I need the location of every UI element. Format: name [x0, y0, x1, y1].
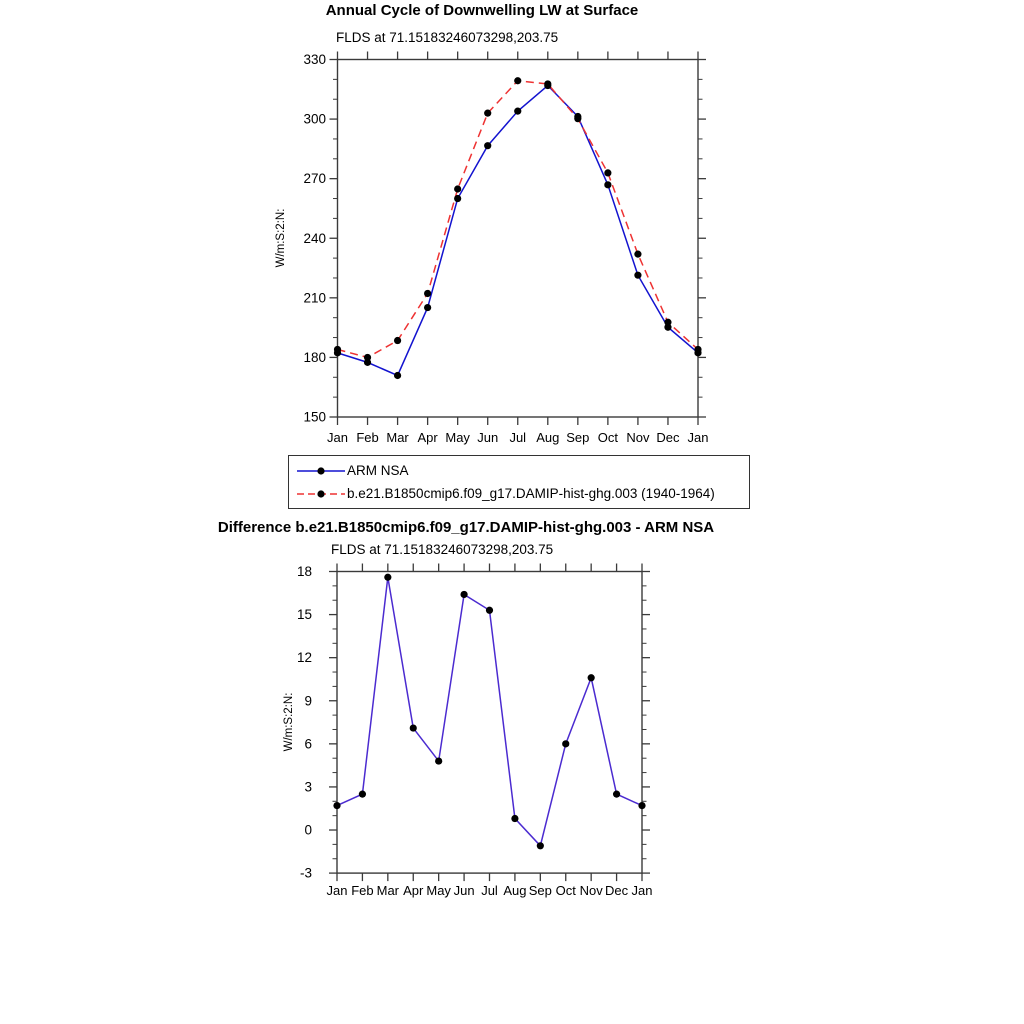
- y-tick-label: 270: [303, 171, 326, 187]
- y-tick-label: 300: [303, 111, 326, 127]
- legend-line-sample-solid-blue: [295, 463, 347, 479]
- data-point-marker: [384, 574, 391, 581]
- x-tick-label: Jan: [327, 430, 348, 445]
- y-tick-label: 6: [304, 736, 312, 752]
- legend-line-sample-dashed-red: [295, 486, 347, 502]
- chart1-y-axis-label: W/m:S:2:N:: [275, 208, 287, 268]
- x-tick-label: Feb: [356, 430, 379, 445]
- data-point-marker: [588, 674, 595, 681]
- y-tick-label: 240: [303, 230, 326, 246]
- x-tick-label: Apr: [403, 883, 424, 898]
- x-tick-label: Oct: [597, 430, 618, 445]
- data-point-marker: [460, 591, 467, 598]
- data-point-marker: [613, 791, 620, 798]
- y-tick-label: 18: [296, 564, 312, 579]
- y-tick-label: 0: [304, 822, 312, 838]
- data-point-marker: [514, 77, 521, 84]
- x-tick-label: Mar: [376, 883, 400, 898]
- x-tick-label: Sep: [566, 430, 590, 445]
- x-tick-label: Aug: [536, 430, 560, 445]
- x-tick-label: Nov: [579, 883, 603, 898]
- y-tick-label: 180: [303, 349, 326, 365]
- x-tick-label: Dec: [605, 883, 629, 898]
- x-tick-label: Mar: [386, 430, 409, 445]
- data-point-marker: [634, 251, 641, 258]
- data-point-marker: [664, 319, 671, 326]
- legend: [288, 455, 750, 509]
- x-tick-label: Jan: [326, 883, 348, 898]
- data-point-marker: [333, 802, 340, 809]
- data-point-marker: [454, 185, 461, 192]
- data-point-marker: [694, 346, 701, 353]
- data-point-marker: [364, 354, 371, 361]
- data-point-marker: [604, 169, 611, 176]
- x-tick-label: Sep: [528, 883, 552, 898]
- data-point-marker: [435, 757, 442, 764]
- x-tick-label: Aug: [503, 883, 527, 898]
- legend-row-arm-nsa: [295, 459, 749, 482]
- data-point-marker: [359, 791, 366, 798]
- x-tick-label: Apr: [417, 430, 438, 445]
- chart2-subtitle: FLDS at 71.15183246073298,203.75: [331, 542, 554, 557]
- data-point-marker: [638, 802, 645, 809]
- legend-label-arm-nsa: ARM NSA: [347, 463, 409, 478]
- x-tick-label: May: [445, 430, 470, 445]
- legend-label-model: b.e21.B1850cmip6.f09_g17.DAMIP-hist-ghg.003 (1940-1964): [347, 486, 715, 501]
- x-tick-label: Feb: [351, 883, 374, 898]
- data-point-marker: [424, 290, 431, 297]
- data-point-marker: [484, 110, 491, 117]
- x-tick-label: Nov: [626, 430, 650, 445]
- x-tick-label: May: [426, 883, 451, 898]
- series-line-arm-nsa: [338, 86, 699, 376]
- y-tick-label: 12: [296, 650, 312, 666]
- data-point-marker: [484, 142, 491, 149]
- data-point-marker: [334, 346, 341, 353]
- x-tick-label: Jun: [453, 883, 475, 898]
- data-point-marker: [604, 181, 611, 188]
- x-tick-label: Dec: [656, 430, 680, 445]
- y-tick-label: 210: [303, 290, 326, 306]
- x-tick-label: Jun: [477, 430, 499, 445]
- data-point-marker: [562, 740, 569, 747]
- y-tick-label: -3: [299, 865, 312, 881]
- data-point-marker: [410, 724, 417, 731]
- series-line-difference: [337, 577, 642, 846]
- x-tick-label: Jul: [509, 430, 527, 445]
- x-tick-label: Jul: [481, 883, 498, 898]
- chart1-title: Annual Cycle of Downwelling LW at Surface: [325, 2, 639, 19]
- data-point-marker: [511, 815, 518, 822]
- chart1-subtitle: FLDS at 71.15183246073298,203.75: [336, 30, 559, 45]
- data-point-marker: [424, 304, 431, 311]
- y-tick-label: 3: [304, 779, 312, 795]
- legend-row-model: [295, 482, 749, 505]
- data-point-marker: [544, 80, 551, 87]
- y-tick-label: 330: [303, 52, 326, 67]
- data-point-marker: [394, 337, 401, 344]
- data-point-marker: [394, 372, 401, 379]
- y-tick-label: 150: [303, 409, 326, 425]
- x-tick-label: Jan: [687, 430, 709, 445]
- chart2-title: Difference b.e21.B1850cmip6.f09_g17.DAMIP-hist-ghg.003 - ARM NSA: [217, 519, 715, 536]
- series-line-b-e21-b1850cmip6-f09-g17-damip-hist-ghg-003-1940-1964-: [338, 81, 699, 358]
- data-point-marker: [634, 272, 641, 279]
- y-tick-label: 9: [304, 693, 312, 709]
- x-tick-label: Oct: [555, 883, 576, 898]
- x-tick-label: Jan: [631, 883, 653, 898]
- data-point-marker: [574, 115, 581, 122]
- y-tick-label: 15: [296, 607, 312, 623]
- data-point-marker: [454, 195, 461, 202]
- data-point-marker: [514, 108, 521, 115]
- data-point-marker: [537, 842, 544, 849]
- data-point-marker: [486, 607, 493, 614]
- chart2-y-axis-label: W/m:S:2:N:: [283, 692, 295, 752]
